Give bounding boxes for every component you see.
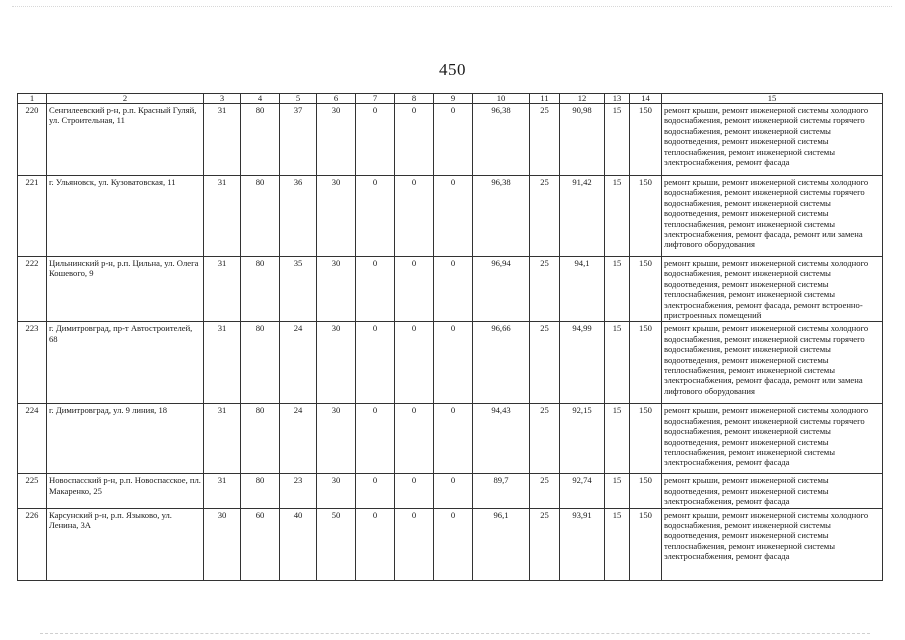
cell: 0: [434, 322, 473, 404]
cell: 94,1: [560, 257, 605, 322]
cell: 92,15: [560, 404, 605, 474]
cell: 36: [280, 176, 317, 257]
cell: 15: [605, 322, 630, 404]
table-row: [18, 404, 883, 474]
cell: 92,74: [560, 474, 605, 508]
cell: 30: [317, 404, 356, 474]
row-works: ремонт крыши, ремонт инженерной системы холодного водоснабжения, ремонт инженерной системы водоотведения, ремонт инженерной системы теплоснабжения, ремонт инженерной системы электроснабжения, ремонт фасада: [662, 508, 883, 580]
cell: 31: [204, 474, 241, 508]
row-number: 223: [18, 322, 47, 404]
cell: 30: [317, 104, 356, 176]
cell: 24: [280, 404, 317, 474]
cell: 0: [356, 176, 395, 257]
cell: 80: [241, 104, 280, 176]
cell: 30: [204, 508, 241, 580]
row-number: 224: [18, 404, 47, 474]
cell: 0: [356, 508, 395, 580]
column-header: 7: [356, 94, 395, 104]
cell: 96,66: [473, 322, 530, 404]
row-number: 222: [18, 257, 47, 322]
cell: 31: [204, 257, 241, 322]
row-number: 220: [18, 104, 47, 176]
column-header: 6: [317, 94, 356, 104]
column-header: 12: [560, 94, 605, 104]
cell: 0: [434, 176, 473, 257]
cell: 31: [204, 104, 241, 176]
column-header: 2: [47, 94, 204, 104]
table-row: [18, 508, 883, 580]
cell: 0: [434, 104, 473, 176]
cell: 30: [317, 257, 356, 322]
cell: 50: [317, 508, 356, 580]
column-header: 11: [530, 94, 560, 104]
cell: 15: [605, 257, 630, 322]
cell: 0: [395, 508, 434, 580]
scan-border-line: [12, 6, 892, 7]
cell: 40: [280, 508, 317, 580]
row-address: г. Димитровград, пр-т Автостроителей, 68: [47, 322, 204, 404]
cell: 0: [395, 176, 434, 257]
cell: 96,38: [473, 104, 530, 176]
cell: 25: [530, 322, 560, 404]
cell: 15: [605, 508, 630, 580]
cell: 25: [530, 176, 560, 257]
row-address: г. Ульяновск, ул. Кузоватовская, 11: [47, 176, 204, 257]
row-works: ремонт крыши, ремонт инженерной системы холодного водоснабжения, ремонт инженерной системы горячего водоснабжения, ремонт инженерной системы водоотведения, ремонт инженерной системы теплоснабжения, ремонт инженерной системы электроснабжения, ремонт фасада, ремонт или замена лифтового оборудования: [662, 322, 883, 404]
cell: 0: [356, 257, 395, 322]
row-works: ремонт крыши, ремонт инженерной системы холодного водоснабжения, ремонт инженерной системы горячего водоснабжения, ремонт инженерной системы водоотведения, ремонт инженерной системы теплоснабжения, ремонт инженерной системы электроснабжения, ремонт фасада: [662, 104, 883, 176]
cell: 15: [605, 404, 630, 474]
cell: 90,98: [560, 104, 605, 176]
column-header: 14: [630, 94, 662, 104]
cell: 150: [630, 322, 662, 404]
cell: 37: [280, 104, 317, 176]
cell: 150: [630, 176, 662, 257]
column-header: 4: [241, 94, 280, 104]
cell: 150: [630, 474, 662, 508]
row-address: Сенгилеевский р-н, р.п. Красный Гуляй, ул. Строительная, 11: [47, 104, 204, 176]
column-header: 8: [395, 94, 434, 104]
row-works: ремонт крыши, ремонт инженерной системы холодного водоснабжения, ремонт инженерной системы водоотведения, ремонт инженерной системы теплоснабжения, ремонт инженерной системы электроснабжения, ремонт фасада, ремонт встроенно-пристроенных помещений: [662, 257, 883, 322]
cell: 80: [241, 176, 280, 257]
cell: 80: [241, 404, 280, 474]
cell: 96,1: [473, 508, 530, 580]
cell: 150: [630, 508, 662, 580]
cell: 150: [630, 257, 662, 322]
table-row: [18, 257, 883, 322]
table-header-row: [18, 94, 883, 104]
cell: 94,99: [560, 322, 605, 404]
cell: 0: [434, 404, 473, 474]
cell: 96,38: [473, 176, 530, 257]
cell: 0: [356, 104, 395, 176]
row-address: Цильнинский р-н, р.п. Цильна, ул. Олега Кошевого, 9: [47, 257, 204, 322]
cell: 0: [356, 404, 395, 474]
cell: 25: [530, 404, 560, 474]
cell: 89,7: [473, 474, 530, 508]
cell: 80: [241, 322, 280, 404]
cell: 0: [395, 257, 434, 322]
table-row: [18, 104, 883, 176]
cell: 25: [530, 474, 560, 508]
table-row: [18, 474, 883, 508]
cell: 94,43: [473, 404, 530, 474]
cell: 150: [630, 404, 662, 474]
cell: 93,91: [560, 508, 605, 580]
row-number: 226: [18, 508, 47, 580]
cell: 0: [434, 474, 473, 508]
cell: 0: [356, 322, 395, 404]
column-header: 1: [18, 94, 47, 104]
cell: 30: [317, 474, 356, 508]
cell: 0: [395, 322, 434, 404]
column-header: 5: [280, 94, 317, 104]
cell: 25: [530, 104, 560, 176]
cell: 30: [317, 176, 356, 257]
column-header: 13: [605, 94, 630, 104]
row-number: 225: [18, 474, 47, 508]
cell: 80: [241, 257, 280, 322]
row-address: Новоспасский р-н, р.п. Новоспасское, пл. Макаренко, 25: [47, 474, 204, 508]
row-number: 221: [18, 176, 47, 257]
cell: 0: [395, 474, 434, 508]
cell: 80: [241, 474, 280, 508]
cell: 0: [395, 104, 434, 176]
data-table: [17, 93, 883, 581]
cell: 0: [434, 508, 473, 580]
column-header: 3: [204, 94, 241, 104]
cell: 91,42: [560, 176, 605, 257]
cell: 15: [605, 176, 630, 257]
cell: 31: [204, 176, 241, 257]
cell: 0: [434, 257, 473, 322]
cell: 24: [280, 322, 317, 404]
cell: 15: [605, 474, 630, 508]
cell: 96,94: [473, 257, 530, 322]
row-works: ремонт крыши, ремонт инженерной системы холодного водоснабжения, ремонт инженерной системы горячего водоснабжения, ремонт инженерной системы водоотведения, ремонт инженерной системы теплоснабжения, ремонт инженерной системы электроснабжения, ремонт фасада: [662, 404, 883, 474]
cell: 0: [356, 474, 395, 508]
cell: 150: [630, 104, 662, 176]
cell: 23: [280, 474, 317, 508]
table-row: [18, 176, 883, 257]
cell: 25: [530, 257, 560, 322]
row-works: ремонт крыши, ремонт инженерной системы холодного водоснабжения, ремонт инженерной системы горячего водоснабжения, ремонт инженерной системы водоотведения, ремонт инженерной системы теплоснабжения, ремонт инженерной системы электроснабжения, ремонт фасада, ремонт или замена лифтового оборудования: [662, 176, 883, 257]
cell: 0: [395, 404, 434, 474]
cell: 60: [241, 508, 280, 580]
column-header: 15: [662, 94, 883, 104]
scan-bottom-line: [40, 633, 870, 634]
cell: 31: [204, 404, 241, 474]
cell: 30: [317, 322, 356, 404]
table-row: [18, 322, 883, 404]
cell: 31: [204, 322, 241, 404]
row-address: Карсунский р-н, р.п. Языково, ул. Ленина, 3А: [47, 508, 204, 580]
cell: 35: [280, 257, 317, 322]
row-address: г. Димитровград, ул. 9 линия, 18: [47, 404, 204, 474]
column-header: 9: [434, 94, 473, 104]
row-works: ремонт крыши, ремонт инженерной системы водоотведения, ремонт инженерной системы электроснабжения, ремонт фасада: [662, 474, 883, 508]
cell: 15: [605, 104, 630, 176]
column-header: 10: [473, 94, 530, 104]
cell: 25: [530, 508, 560, 580]
page-number: 450: [439, 60, 466, 79]
